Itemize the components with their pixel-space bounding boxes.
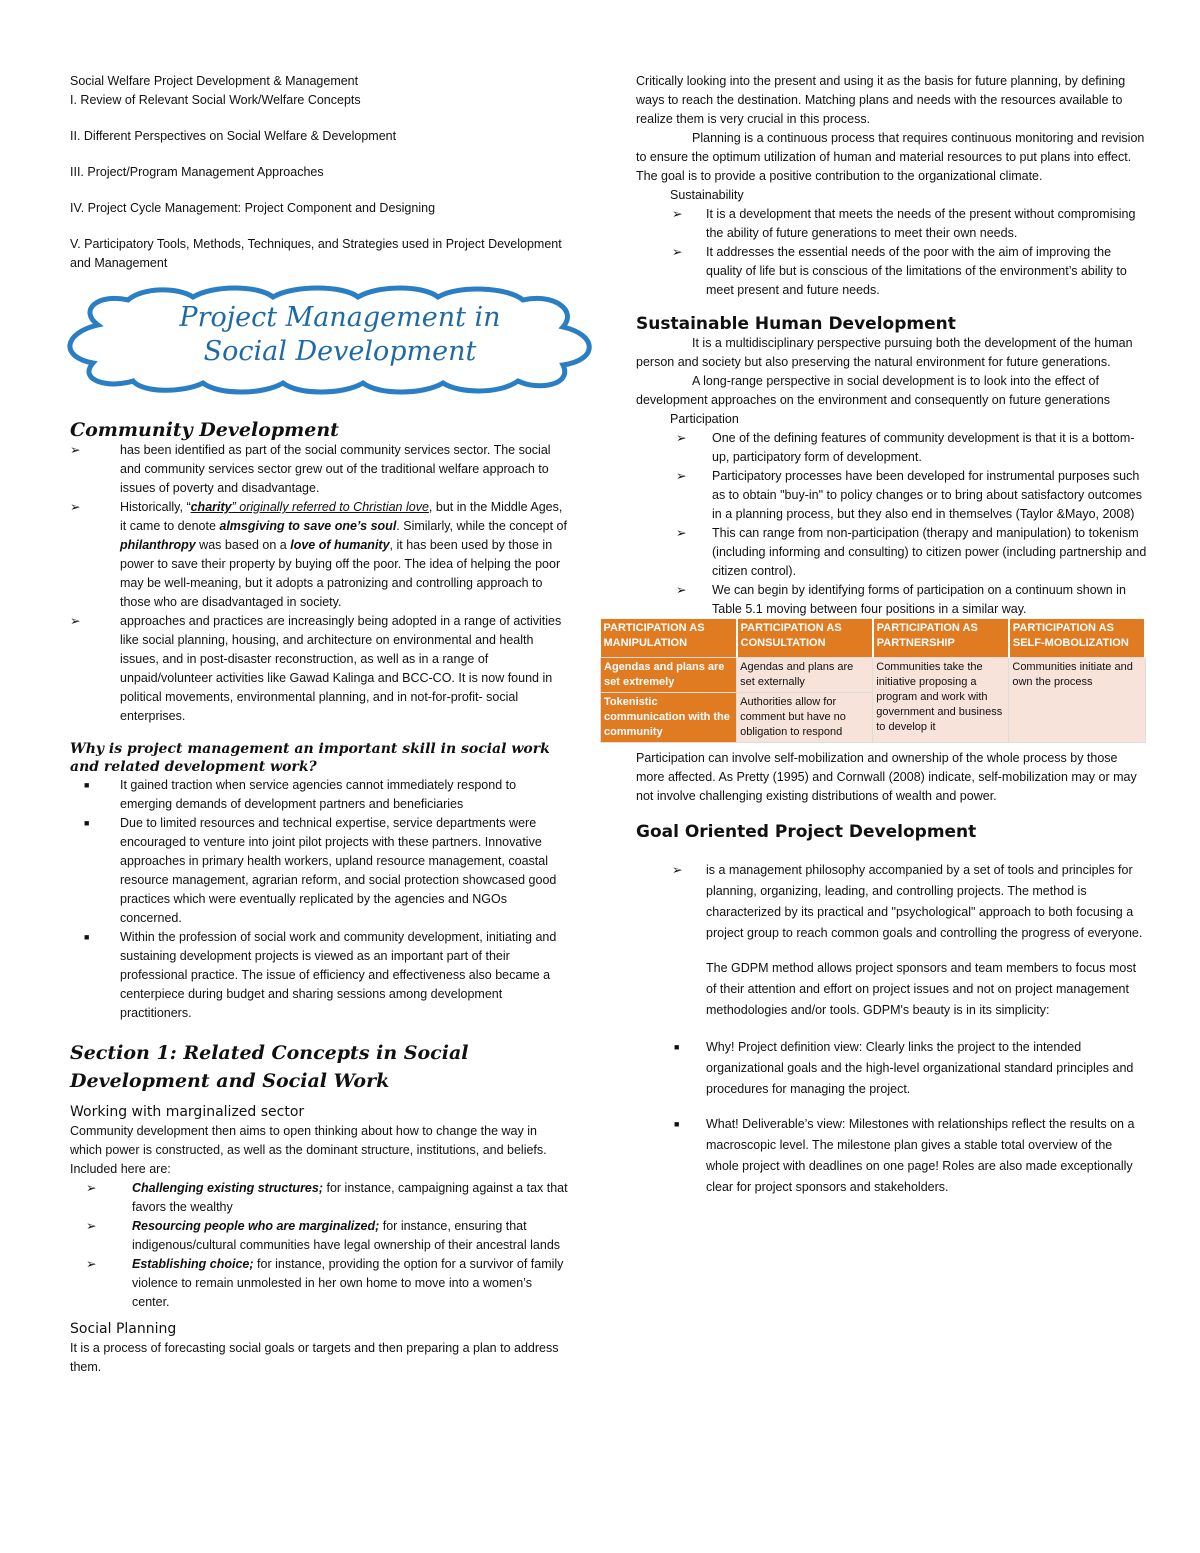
arrow-bullet-icon: ➢ <box>86 1181 97 1195</box>
banner-line-2: Social Development <box>203 336 477 367</box>
list-item: ➢ Historically, “charity” originally referred to Christian love, but in the Middle Ages, it came to denote almsgiving to save one’s soul. Similarly, while the concept of philanthropy was based on a love of humanity, it has been used by those in power to save their property by buying off the poor. The idea of helping the poor may be well-meaning, but it adopts a patronizing and controlling approach to those who are disadvantaged in society. <box>70 500 567 609</box>
table-row <box>601 658 1146 693</box>
list-item: ➢ We can begin by identifying forms of participation on a continuum shown in Table 5.1 moving between four positions in a similar way. <box>676 583 1126 616</box>
table-cell: Agendas and plans are set extremely <box>601 658 737 693</box>
social-planning-text: It is a process of forecasting social goals or targets and then preparing a plan to address them. <box>70 1341 559 1374</box>
toc-item: II. Different Perspectives on Social Welfare & Development <box>70 129 397 143</box>
arrow-bullet-icon: ➢ <box>86 1257 97 1271</box>
shd-paragraph-1: It is a multidisciplinary perspective pursuing both the development of the human person and society but also preserving the natural environment for future generations. <box>636 336 1133 369</box>
sustainability-list <box>672 205 1148 300</box>
title-banner <box>70 285 570 395</box>
participation-list <box>676 429 1148 619</box>
arrow-bullet-icon: ➢ <box>676 469 687 483</box>
square-bullet-icon: ■ <box>84 780 90 790</box>
arrow-bullet-icon: ➢ <box>676 431 687 445</box>
list-item: ➢ has been identified as part of the social community services sector. The social and community services sector grew out of the traditional welfare approach to issues of poverty and disadvantage. <box>70 443 551 495</box>
list-item: ■ Due to limited resources and technical expertise, service departments were encouraged to venture into joint pilot projects with these partners. Innovative approaches in primary health workers, upland resource management, coastal resource management, agrarian reform, and social protection showcased good practices which were eventually replicated by the agencies and NGOs concerned. <box>84 816 557 925</box>
marginalized-title: Working with marginalized sector <box>70 1104 305 1120</box>
section1-heading: Section 1: Related Concepts in Social Development and Social Work <box>70 1042 469 1092</box>
toc-item: IV. Project Cycle Management: Project Component and Designing <box>70 201 436 215</box>
table-header-row <box>601 619 1146 658</box>
list-item: ➢ is a management philosophy accompanied by a set of tools and principles for planning, organizing, leading, and controlling projects. The method is characterized by its practical and "psychological" approach to both focusing a project group to reach common goals and controlling the progress of everyone. <box>672 860 1148 944</box>
right-column <box>603 72 1148 1198</box>
planning-paragraph-1: Critically looking into the present and using it as the basis for future planning, by defining ways to reach the destination. Matching plans and needs with the resources available to realize them is very crucial in this process. <box>636 74 1126 126</box>
why-question: Why is project management an important skill in social work and related development work? <box>70 741 550 775</box>
planning-paragraph-2: Planning is a continuous process that requires continuous monitoring and revision to ensure the optimum utilization of human and material resources to put plans into effect. The goal is to provide a positive contribution to the organizational climate. <box>636 131 1145 183</box>
arrow-bullet-icon: ➢ <box>70 500 81 514</box>
sustainability-title: Sustainability <box>670 188 744 202</box>
list-item: ➢ This can range from non-participation (therapy and manipulation) to tokenism (including informing and consulting) to citizen power (including partnership and citizen control). <box>676 526 1147 578</box>
arrow-bullet-icon: ➢ <box>86 1219 97 1233</box>
table-header: PARTICIPATION AS PARTNERSHIP <box>873 619 1009 658</box>
social-planning-title: Social Planning <box>70 1321 177 1337</box>
list-item: ■ Within the profession of social work and community development, initiating and sustaining development projects is viewed as an important part of their professional practice. The issue of efficiency and effectiveness also became a centerpiece during budget and sharing sessions among development practitioners. <box>84 930 557 1020</box>
shd-heading: Sustainable Human Development <box>636 314 956 334</box>
arrow-bullet-icon: ➢ <box>672 245 683 259</box>
list-item: ➢ Establishing choice; for instance, providing the option for a survivor of family violence to remain unmolested in her own home to move into a women’s center. <box>86 1257 564 1309</box>
banner-line-1: Project Management in <box>179 302 501 333</box>
list-item: ■ It gained traction when service agencies cannot immediately respond to emerging demands of development partners and beneficiaries <box>84 778 517 811</box>
square-bullet-icon: ■ <box>84 818 90 828</box>
table-cell: Tokenistic communication with the community <box>601 693 737 743</box>
table-cell: Authorities allow for comment but have no obligation to respond <box>737 693 873 743</box>
arrow-bullet-icon: ➢ <box>672 863 683 877</box>
square-bullet-icon: ■ <box>84 932 90 942</box>
marginalized-list <box>86 1179 570 1312</box>
table-cell: Communities initiate and own the process <box>1009 658 1145 743</box>
left-column <box>70 72 570 1377</box>
gopd-paragraph-2: The GDPM method allows project sponsors and team members to focus most of their attention and effort on project issues and not on project management methodologies and/or tools. GDPM's beauty is in its simplicity: <box>706 961 1137 1017</box>
participation-title: Participation <box>670 412 739 426</box>
square-bullet-icon: ■ <box>674 1119 680 1129</box>
arrow-bullet-icon: ➢ <box>672 207 683 221</box>
toc-item: V. Participatory Tools, Methods, Techniques, and Strategies used in Project Development and Management <box>70 237 562 270</box>
table-header: PARTICIPATION AS MANIPULATION <box>601 619 737 658</box>
arrow-bullet-icon: ➢ <box>676 526 687 540</box>
table-cell: Agendas and plans are set externally <box>737 658 873 693</box>
gopd-views-list <box>670 1037 1148 1198</box>
arrow-bullet-icon: ➢ <box>70 443 81 457</box>
arrow-bullet-icon: ➢ <box>676 583 687 597</box>
list-item: ➢ One of the defining features of community development is that it is a bottom-up, participatory form of development. <box>676 431 1135 464</box>
table-header: PARTICIPATION AS CONSULTATION <box>737 619 873 658</box>
list-item: ➢ Challenging existing structures; for instance, campaigning against a tax that favors the wealthy <box>86 1181 568 1214</box>
list-item: ➢ It is a development that meets the needs of the present without compromising the ability of future generations to meet their own needs. <box>672 207 1136 240</box>
marginalized-text: Community development then aims to open thinking about how to change the way in which power is constructed, as well as the dominant structure, institutions, and beliefs. Included here are: <box>70 1124 547 1176</box>
toc-item: III. Project/Program Management Approaches <box>70 165 324 179</box>
table-header: PARTICIPATION AS SELF-MOBOLIZATION <box>1009 619 1145 658</box>
list-item: ■ Why! Project definition view: Clearly links the project to the intended organizational goals and the high-level organizational standard principles and procedures for managing the project. <box>670 1037 1148 1100</box>
list-item: ➢ approaches and practices are increasingly being adopted in a range of activities like social planning, housing, and architecture on environmental and health issues, and in post-disaster reconstruction, as well as in a range of unpaid/volunteer activities like Gawad Kalinga and BCC-CO. It is now found in political movements, environmental planning, and in not-for-profit- social enterprises. <box>70 614 562 723</box>
list-item: ■ What! Deliverable’s view: Milestones with relationships reflect the results on a macroscopic level. The milestone plan gives a stable total overview of the whole project with deadlines on one page! Roles are also made exceptionally clear for project sponsors and stakeholders. <box>670 1114 1148 1198</box>
community-heading: Community Development <box>70 419 339 441</box>
table-of-contents <box>70 72 570 273</box>
list-item: ➢ It addresses the essential needs of the poor with the aim of improving the quality of life but is conscious of the limitations of the environment’s ability to meet present and future needs. <box>672 245 1127 297</box>
table-cell: Communities take the initiative proposing a program and work with government and business to develop it <box>873 658 1009 743</box>
participation-table <box>600 619 1146 743</box>
gopd-heading: Goal Oriented Project Development <box>636 822 977 842</box>
gopd-list <box>672 860 1148 944</box>
arrow-bullet-icon: ➢ <box>70 614 81 628</box>
list-item: ➢ Resourcing people who are marginalized; for instance, ensuring that indigenous/cultural communities have legal ownership of their ancestral lands <box>86 1219 561 1252</box>
toc-title: Social Welfare Project Development & Management <box>70 74 359 88</box>
toc-item: I. Review of Relevant Social Work/Welfare Concepts <box>70 93 361 107</box>
square-bullet-icon: ■ <box>674 1042 680 1052</box>
shd-paragraph-2: A long-range perspective in social development is to look into the effect of development approaches on the environment and consequently on future generations <box>636 374 1110 407</box>
community-list <box>70 441 570 726</box>
after-table-paragraph: Participation can involve self-mobilization and ownership of the whole process by those more affected. As Pretty (1995) and Cornwall (2008) indicate, self-mobilization may or may not involve challenging existing distributions of wealth and power. <box>636 751 1137 803</box>
why-list <box>70 776 570 1023</box>
list-item: ➢ Participatory processes have been developed for instrumental purposes such as to obtain "buy-in" to policy changes or to bring about satisfactory outcomes in a planning process, but they also end in themselves (Taylor &Mayo, 2008) <box>676 469 1142 521</box>
